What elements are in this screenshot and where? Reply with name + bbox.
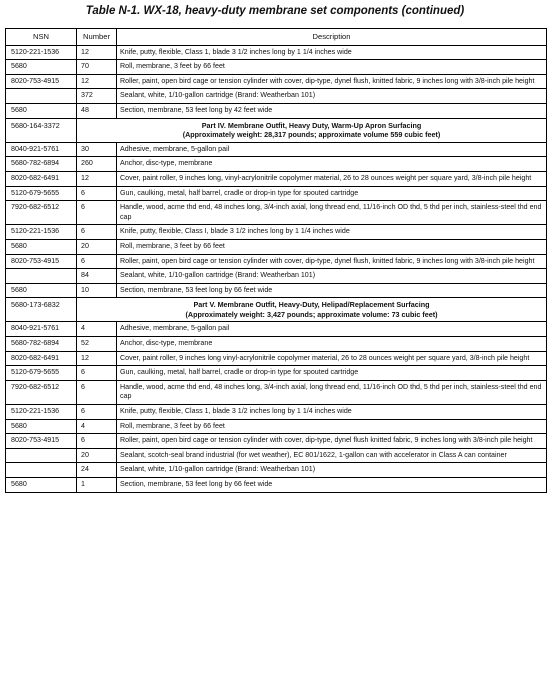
nsn-cell [6, 448, 77, 463]
number-cell: 70 [77, 60, 117, 75]
description-cell: Roller, paint, open bird cage or tension cylinder with cover, dip-type, dynel flush knitted fabric, 9 inches long with 3/8-inch pile height [117, 434, 547, 449]
number-cell: 6 [77, 225, 117, 240]
number-cell: 6 [77, 254, 117, 269]
number-cell: 10 [77, 283, 117, 298]
header-row [6, 29, 547, 46]
table-row [6, 239, 547, 254]
nsn-cell [6, 463, 77, 478]
section-heading [77, 118, 547, 142]
number-cell: 30 [77, 142, 117, 157]
number-cell: 6 [77, 434, 117, 449]
nsn-cell: 5680 [6, 419, 77, 434]
table-row [6, 283, 547, 298]
number-cell: 1 [77, 478, 117, 493]
table-row [6, 419, 547, 434]
nsn-cell: 5680 [6, 239, 77, 254]
nsn-cell: 5120-221-1536 [6, 225, 77, 240]
description-cell: Roll, membrane, 3 feet by 66 feet [117, 239, 547, 254]
number-cell: 12 [77, 351, 117, 366]
nsn-cell: 7920-682-6512 [6, 380, 77, 404]
description-cell: Section, membrane, 53 feet long by 66 feet wide [117, 478, 547, 493]
description-cell: Section, membrane, 53 feet long by 42 feet wide [117, 103, 547, 118]
number-cell: 6 [77, 405, 117, 420]
section-title: Part V. Membrane Outfit, Heavy-Duty, Helipad/Replacement Surfacing [193, 300, 430, 310]
number-cell: 6 [77, 366, 117, 381]
table-row [6, 351, 547, 366]
section-subtitle: (Approximately weight: 3,427 pounds; approximate volume: 73 cubic feet) [185, 309, 438, 319]
nsn-cell: 8020-682-6491 [6, 171, 77, 186]
description-cell: Sealant, white, 1/10-gallon cartridge (Brand: Weatherban 101) [117, 89, 547, 104]
section-subtitle: (Approximately weight: 28,317 pounds; approximate volume 559 cubic feet) [182, 130, 441, 140]
nsn-cell [6, 269, 77, 284]
description-cell: Knife, putty, flexible, Class 1, blade 3 1/2 inches long by 1 1/4 inches wide [117, 405, 547, 420]
description-cell: Adhesive, membrane, 5-gallon pail [117, 142, 547, 157]
nsn-cell: 8040-921-5761 [6, 322, 77, 337]
number-cell: 6 [77, 380, 117, 404]
header-number: Number [77, 29, 117, 46]
table-row [6, 74, 547, 89]
nsn-cell [6, 89, 77, 104]
number-cell: 4 [77, 322, 117, 337]
table-row [6, 478, 547, 493]
table-row [6, 225, 547, 240]
number-cell: 12 [77, 171, 117, 186]
nsn-cell: 8020-753-4915 [6, 434, 77, 449]
table-row [6, 269, 547, 284]
table-row [6, 201, 547, 225]
description-cell: Gun, caulking, metal, half barrel, cradle or drop-in type for spouted cartridge [117, 366, 547, 381]
nsn-cell: 5680 [6, 103, 77, 118]
number-cell: 20 [77, 448, 117, 463]
nsn-cell: 8040-921-5761 [6, 142, 77, 157]
number-cell: 24 [77, 463, 117, 478]
nsn-cell: 5680-164-3372 [6, 118, 77, 142]
table-caption: Table N-1. WX-18, heavy-duty membrane set components (continued) [85, 5, 465, 17]
description-cell: Adhesive, membrane, 5-gallon pail [117, 322, 547, 337]
section-title: Part IV. Membrane Outfit, Heavy Duty, Warm-Up Apron Surfacing [201, 120, 422, 130]
table-row [6, 380, 547, 404]
number-cell: 260 [77, 157, 117, 172]
description-cell: Cover, paint roller, 9 inches long, vinyl-acrylonitrile copolymer material, 26 to 28 ounces weight per square yard, 3/8-inch pile height [117, 171, 547, 186]
number-cell: 48 [77, 103, 117, 118]
section-row-part-v [6, 298, 547, 322]
table-row [6, 171, 547, 186]
nsn-cell: 8020-682-6491 [6, 351, 77, 366]
header-nsn: NSN [6, 29, 77, 46]
table-row [6, 103, 547, 118]
nsn-cell: 5680 [6, 60, 77, 75]
number-cell: 52 [77, 337, 117, 352]
description-cell: Cover, paint roller, 9 inches long vinyl-acrylonitrile copolymer material, 26 to 28 ounces weight per square yard, 3/8-inch pile height [117, 351, 547, 366]
table-row [6, 186, 547, 201]
nsn-cell: 5680-782-6894 [6, 337, 77, 352]
description-cell: Sealant, white, 1/10-gallon cartridge (Brand: Weatherban 101) [117, 269, 547, 284]
nsn-cell: 5680-173-6832 [6, 298, 77, 322]
table-row [6, 89, 547, 104]
table-row [6, 60, 547, 75]
table-row [6, 405, 547, 420]
number-cell: 4 [77, 419, 117, 434]
nsn-cell: 5680-782-6894 [6, 157, 77, 172]
nsn-cell: 5120-679-5655 [6, 366, 77, 381]
number-cell: 84 [77, 269, 117, 284]
description-cell: Handle, wood, acme thd end, 48 inches long, 3/4-inch axial, long thread end, 11/16-inch OD thd, 5 thd per inch, stainless-steel thd end cap [117, 380, 547, 404]
nsn-cell: 7920-682-6512 [6, 201, 77, 225]
section-heading [77, 298, 547, 322]
header-description: Description [117, 29, 547, 46]
number-cell: 6 [77, 186, 117, 201]
number-cell: 12 [77, 74, 117, 89]
nsn-cell: 5120-221-1536 [6, 45, 77, 60]
table-row [6, 254, 547, 269]
table-row [6, 448, 547, 463]
description-cell: Roll, membrane, 3 feet by 66 feet [117, 60, 547, 75]
number-cell: 12 [77, 45, 117, 60]
nsn-cell: 5120-221-1536 [6, 405, 77, 420]
description-cell: Sealant, scotch-seal brand industrial (for wet weather), EC 801/1622, 1-gallon can with accelerator in Class A can container [117, 448, 547, 463]
table-row [6, 434, 547, 449]
description-cell: Sealant, white, 1/10-gallon cartridge (Brand: Weatherban 101) [117, 463, 547, 478]
description-cell: Anchor, disc-type, membrane [117, 337, 547, 352]
table-row [6, 337, 547, 352]
table-row [6, 322, 547, 337]
description-cell: Knife, putty, flexible, Class 1, blade 3 1/2 inches long by 1 1/4 inches wide [117, 45, 547, 60]
table-row [6, 142, 547, 157]
description-cell: Handle, wood, acme thd end, 48 inches long, 3/4-inch axial, long thread end, 11/16-inch OD thd, 5 thd per inch, stainless-steel thd end cap [117, 201, 547, 225]
description-cell: Roll, membrane, 3 feet by 66 feet [117, 419, 547, 434]
description-cell: Roller, paint, open bird cage or tension cylinder with cover, dip-type, dynel flush, knitted fabric, 9 inches long with 3/8-inch pile height [117, 254, 547, 269]
description-cell: Roller, paint, open bird cage or tension cylinder with cover, dip-type, dynel flush, knitted fabric, 9 inches long with 3/8-inch pile height [117, 74, 547, 89]
table-row [6, 366, 547, 381]
nsn-cell: 5680 [6, 283, 77, 298]
nsn-cell: 5680 [6, 478, 77, 493]
number-cell: 20 [77, 239, 117, 254]
description-cell: Section, membrane, 53 feet long by 66 feet wide [117, 283, 547, 298]
table-row [6, 463, 547, 478]
description-cell: Gun, caulking, metal, half barrel, cradle or drop-in type for spouted cartridge [117, 186, 547, 201]
table-row [6, 157, 547, 172]
nsn-cell: 5120-679-5655 [6, 186, 77, 201]
number-cell: 6 [77, 201, 117, 225]
description-cell: Anchor, disc-type, membrane [117, 157, 547, 172]
nsn-cell: 8020-753-4915 [6, 74, 77, 89]
number-cell: 372 [77, 89, 117, 104]
section-row-part-iv [6, 118, 547, 142]
table-row [6, 45, 547, 60]
nsn-cell: 8020-753-4915 [6, 254, 77, 269]
description-cell: Knife, putty, flexible, Class I, blade 3 1/2 inches long by 1 1/4 inches wide [117, 225, 547, 240]
components-table [5, 28, 547, 493]
